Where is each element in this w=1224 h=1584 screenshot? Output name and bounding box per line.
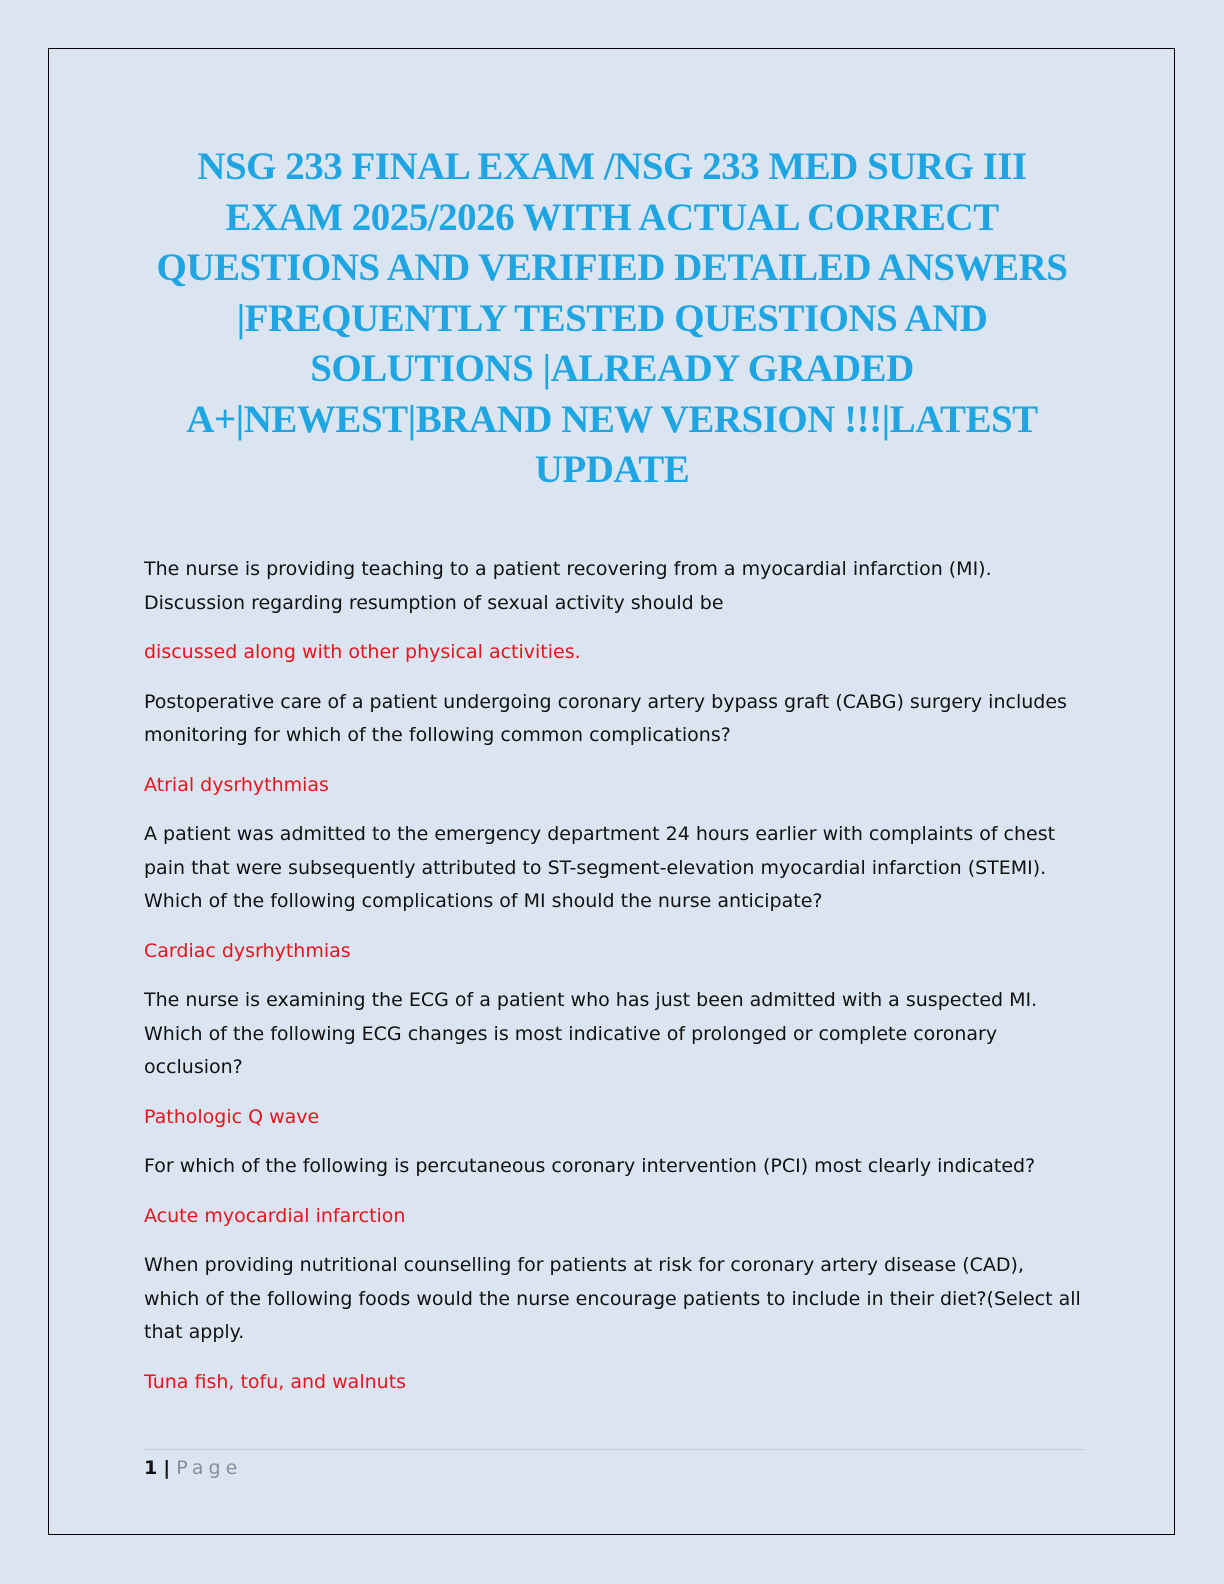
- page-label: Page: [176, 1457, 243, 1479]
- answer-3: Cardiac dysrhythmias: [144, 939, 351, 962]
- answer-1: discussed along with other physical activities.: [144, 641, 581, 663]
- question-5: For which of the following is percutaneous coronary intervention (PCI) most clearly indicated?: [144, 1155, 1036, 1177]
- question-2: Postoperative care of a patient undergoing coronary artery bypass graft (CABG) surgery includes monitoring for which of the following common complications?: [144, 690, 1067, 746]
- page-number: 1: [144, 1457, 158, 1479]
- answer-2: Atrial dysrhythmias: [144, 773, 329, 796]
- footer-divider: [144, 1449, 1084, 1450]
- question-3: A patient was admitted to the emergency department 24 hours earlier with complaints of chest pain that were subsequently attributed to ST-segment-elevation myocardial infarction (STEMI). Which of the following complications of MI should the nurse anticipate?: [144, 823, 1056, 912]
- document-title: NSG 233 FINAL EXAM /NSG 233 MED SURG III EXAM 2025/2026 WITH ACTUAL CORRECT QUESTIONS AND VERIFIED DETAILED ANSWERS |FREQUENTLY TESTED QUESTIONS AND SOLUTIONS |ALREADY GRADED A+|NEWEST|BRAND NEW VERSION !!!|LATEST UPDATE: [156, 145, 1068, 491]
- answer-6: Tuna fish, tofu, and walnuts: [144, 1370, 407, 1393]
- answer-5: Acute myocardial infarction: [144, 1204, 406, 1227]
- page-footer: [144, 1453, 242, 1483]
- question-4: The nurse is examining the ECG of a patient who has just been admitted with a suspected MI. Which of the following ECG changes is most indicative of prolonged or complete coronary occlusion?: [144, 989, 1038, 1078]
- answer-4: Pathologic Q wave: [144, 1105, 320, 1128]
- question-1: The nurse is providing teaching to a patient recovering from a myocardial infarction (MI). Discussion regarding resumption of sexual activity should be: [144, 558, 992, 614]
- question-6: When providing nutritional counselling for patients at risk for coronary artery disease (CAD), which of the following foods would the nurse encourage patients to include in their diet?(Select all that apply.: [144, 1254, 1081, 1343]
- qa-content: [144, 553, 1084, 1415]
- footer-separator: |: [163, 1457, 171, 1479]
